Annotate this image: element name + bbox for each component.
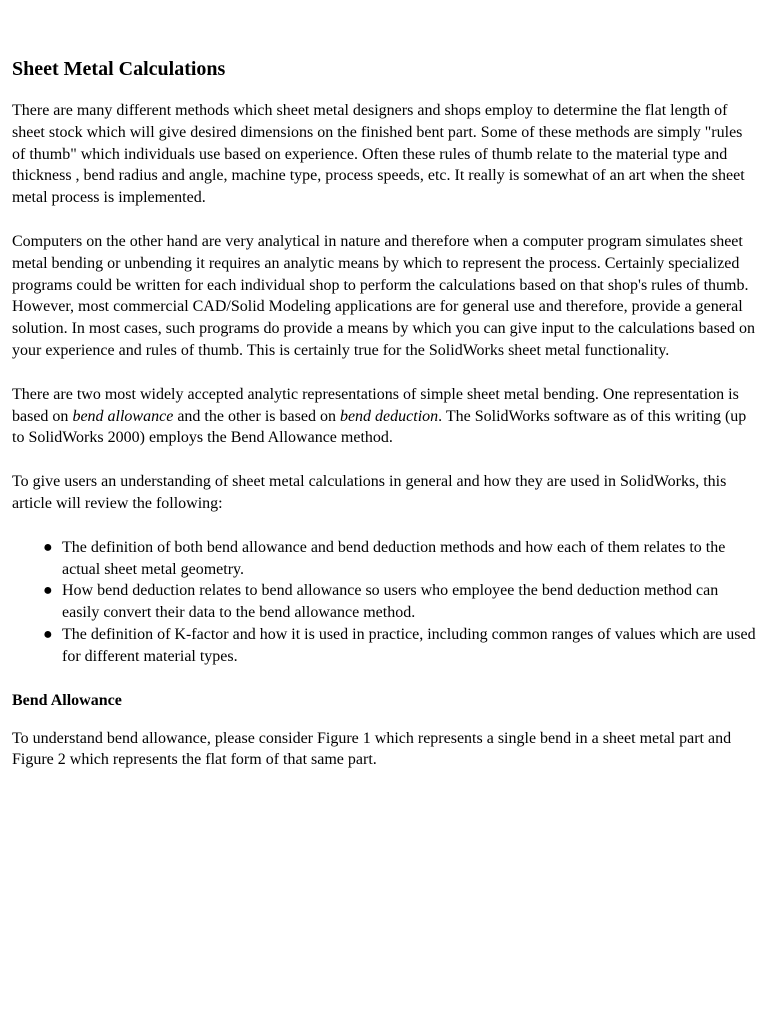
representations-text-2: and the other is based on	[173, 407, 340, 425]
page-title: Sheet Metal Calculations	[12, 58, 226, 80]
list-item	[43, 537, 756, 581]
bullet-icon: ●	[43, 625, 53, 643]
bend-allowance-term: bend allowance	[72, 407, 174, 425]
intro-paragraph: There are many different methods which sheet metal designers and shops employ to determine the flat length of sheet stock which will give desired dimensions on the finished bent part. Some of these methods are simply "rules of thumb" which individuals use based on experience. Often these rules of thumb relate to the material type and thickness , bend radius and angle, machine type, process speeds, etc. It really is somewhat of an art when the sheet metal process is implemented.	[12, 102, 745, 207]
bullet-icon: ●	[43, 538, 53, 556]
representations-text-3: . The SolidWorks software as of this writing (up to SolidWorks 2000) employs the Bend Allowance method.	[12, 407, 747, 447]
computers-paragraph: Computers on the other hand are very analytical in nature and therefore when a computer program simulates sheet metal bending or unbending it requires an analytic means by which to represent the process. Certainly specialized programs could be written for each individual shop to perform the calculations based on that shop's rules of thumb. However, most commercial CAD/Solid Modeling applications are for general use and therefore, provide a general solution. In most cases, such programs do provide a means by which you can give input to the calculations based on your experience and rules of thumb. This is certainly true for the SolidWorks sheet metal functionality.	[12, 232, 755, 359]
list-item	[43, 580, 756, 624]
list-item-text: How bend deduction relates to bend allowance so users who employee the bend deduction method can easily convert their data to the bend allowance method.	[62, 582, 719, 622]
bend-deduction-term: bend deduction	[339, 407, 439, 425]
representations-text-1: There are two most widely accepted analytic representations of simple sheet metal bending. One representation is based on	[12, 385, 739, 425]
representations-paragraph	[12, 384, 756, 449]
review-intro-paragraph: To give users an understanding of sheet metal calculations in general and how they are used in SolidWorks, this article will review the following:	[12, 473, 727, 512]
list-item-text: The definition of K-factor and how it is used in practice, including common ranges of values which are used for different material types.	[62, 625, 756, 665]
bullet-icon: ●	[43, 582, 53, 600]
list-item-text: The definition of both bend allowance and bend deduction methods and how each of them relates to the actual sheet metal geometry.	[62, 538, 726, 578]
bend-allowance-paragraph: To understand bend allowance, please consider Figure 1 which represents a single bend in a sheet metal part and Figure 2 which represents the flat form of that same part.	[12, 729, 732, 769]
section-heading-bend-allowance: Bend Allowance	[12, 691, 122, 709]
list-item	[43, 624, 756, 668]
review-list	[12, 537, 756, 668]
